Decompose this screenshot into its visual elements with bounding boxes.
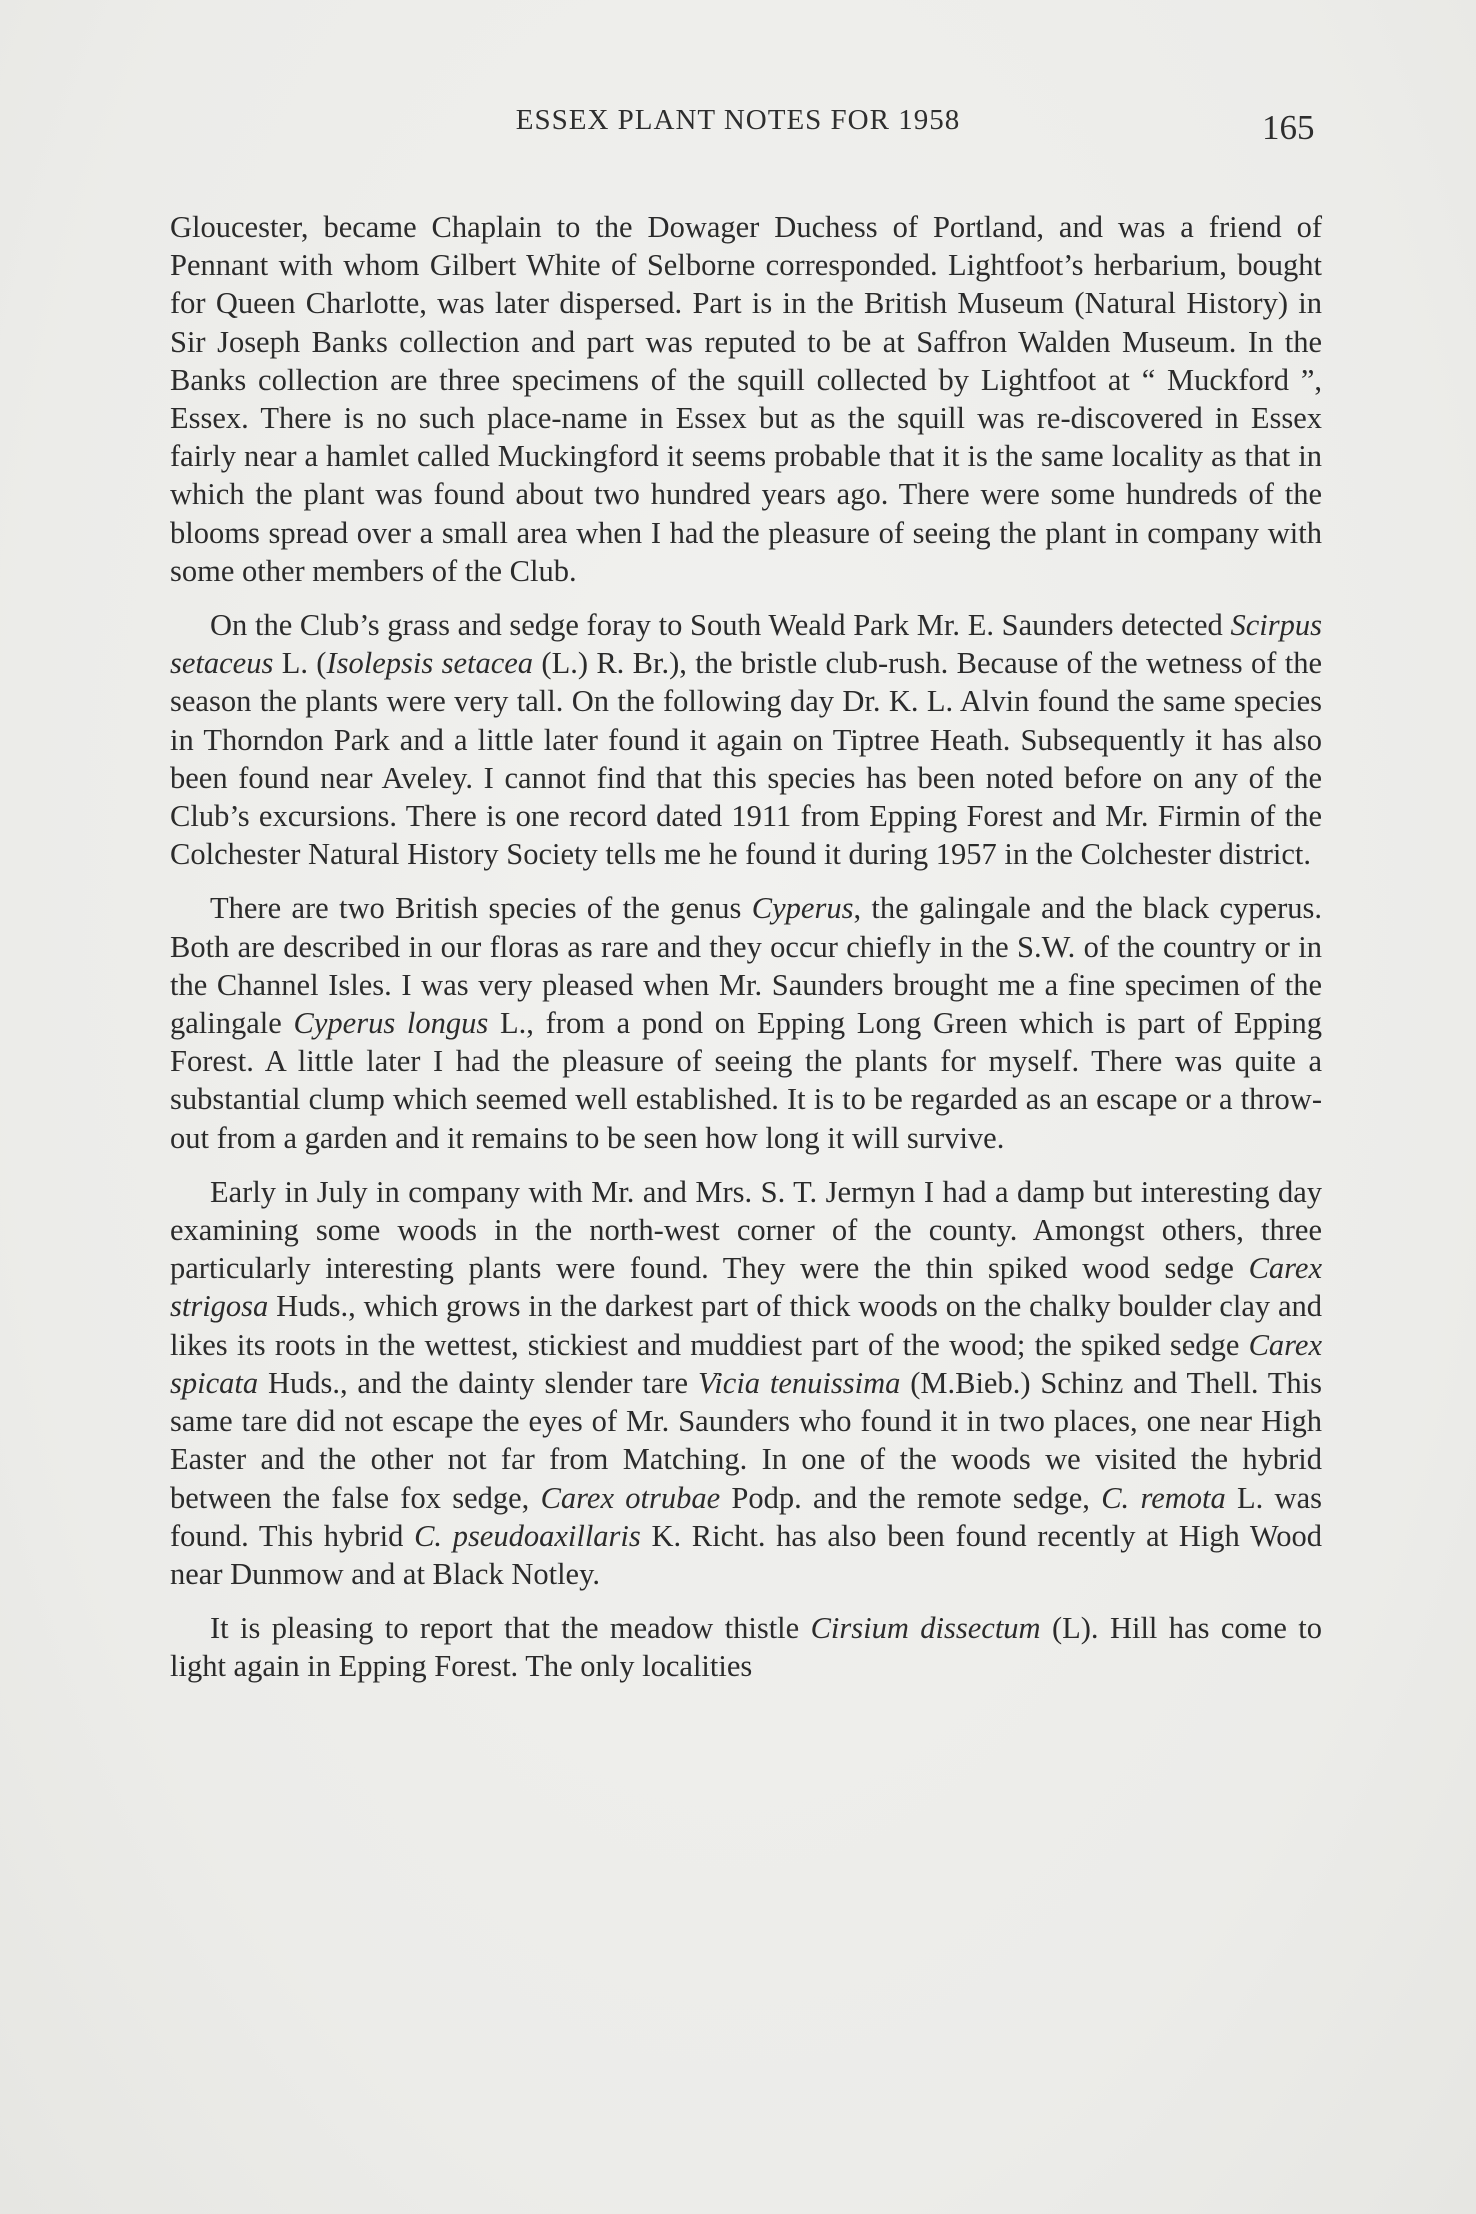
text-run: Early in July in company with Mr. and Mrs. S. T. Jermyn I had a damp but interesting day examining some woods in the north-west corner of the county. Amongst others, three particularly interesting plants were found. They were the thin spiked wood sedge xyxy=(170,1174,1322,1286)
paragraph xyxy=(170,606,1322,873)
text-run: There are two British species of the genus xyxy=(210,891,752,926)
italic-species-name: Carex otrubae xyxy=(540,1480,721,1515)
italic-species-name: Isolepsis setacea xyxy=(326,646,534,681)
text-run: (L.) R. Br.), the bristle club-rush. Because of the wetness of the season the plants were very tall. On the following day Dr. K. L. Alvin found the same species in Thorndon Park and a little later found it again on Tiptree Heath. Subsequently it has also been found near Aveley. I cannot find that this species has been noted before on any of the Club’s excursions. There is one record dated 1911 from Epping Forest and Mr. Firmin of the Colchester Natural History Society tells me he found it during 1957 in the Colchester district. xyxy=(170,646,1322,872)
paragraph xyxy=(170,889,1322,1156)
text-run: It is pleasing to report that the meadow thistle xyxy=(210,1611,811,1646)
italic-species-name: Vicia tenuissima xyxy=(697,1365,901,1400)
text-run: L. ( xyxy=(273,646,327,681)
italic-species-name: Cirsium dissectum xyxy=(810,1611,1041,1646)
paragraph xyxy=(170,1173,1322,1593)
italic-species-name: Cyperus xyxy=(751,891,854,926)
text-run: (M.Bieb.) Schinz and Thell. This same tare did not escape the eyes of Mr. Saunders who found it in two places, one near High Easter and the other not far from Matching. In one of the woods we visited the hybrid between the false fox sedge, xyxy=(170,1365,1322,1515)
italic-species-name: Carex spicata xyxy=(170,1327,1322,1400)
text-run: (L). Hill has come to light again in Epping Forest. The only localities xyxy=(170,1611,1323,1684)
text-run: L., from a pond on Epping Long Green which is part of Epping Forest. A little later I had the pleasure of seeing the plants for myself. There was quite a substantial clump which seemed well established. It is to be regarded as an escape or a throw-out from a garden and it remains to be seen how long it will survive. xyxy=(170,1006,1322,1155)
body-text xyxy=(170,208,1322,1702)
italic-species-name: C. remota xyxy=(1101,1480,1226,1515)
running-title: ESSEX PLANT NOTES FOR 1958 xyxy=(515,104,961,136)
italic-species-name: Cyperus longus xyxy=(293,1006,489,1041)
text-run: Gloucester, became Chaplain to the Dowager Duchess of Portland, and was a friend of Pennant with whom Gilbert White of Selborne corresponded. Lightfoot’s herbarium, bought for Queen Charlotte, was later dispersed. Part is in the British Museum (Natural History) in Sir Joseph Banks collection and part was reputed to be at Saffron Walden Museum. In the Banks collection are three specimens of the squill collected by Lightfoot at “ Muckford ”, Essex. There is no such place-name in Essex but as the squill was re-discovered in Essex fairly near a hamlet called Muckingford it seems probable that it is the same locality as that in which the plant was found about two hundred years ago. There were some hundreds of the blooms spread over a small area when I had the pleasure of seeing the plant in company with some other members of the Club. xyxy=(170,210,1322,588)
text-run: , the galingale and the black cyperus. Both are described in our floras as rare and they occur chiefly in the S.W. of the country or in the Channel Isles. I was very pleased when Mr. Saunders brought me a fine specimen of the galingale xyxy=(170,891,1322,1041)
text-run: On the Club’s grass and sedge foray to South Weald Park Mr. E. Saunders detected xyxy=(210,608,1231,643)
italic-species-name: Scirpus setaceus xyxy=(170,608,1322,681)
italic-species-name: C. pseudoaxillaris xyxy=(414,1518,641,1553)
text-run: Podp. and the remote sedge, xyxy=(720,1480,1102,1515)
page-number: 165 xyxy=(1262,108,1315,147)
paragraph xyxy=(170,1609,1322,1685)
paragraph xyxy=(170,208,1322,590)
text-run: K. Richt. has also been found recently at High Wood near Dunmow and at Black Notley. xyxy=(170,1518,1322,1591)
italic-species-name: Carex strigosa xyxy=(170,1251,1322,1324)
text-run: L. was found. This hybrid xyxy=(170,1480,1322,1553)
text-run: Huds., and the dainty slender tare xyxy=(258,1365,698,1400)
text-run: Huds., which grows in the darkest part of thick woods on the chalky boulder clay and likes its roots in the wettest, stickiest and muddiest part of the wood; the spiked sedge xyxy=(170,1289,1322,1362)
